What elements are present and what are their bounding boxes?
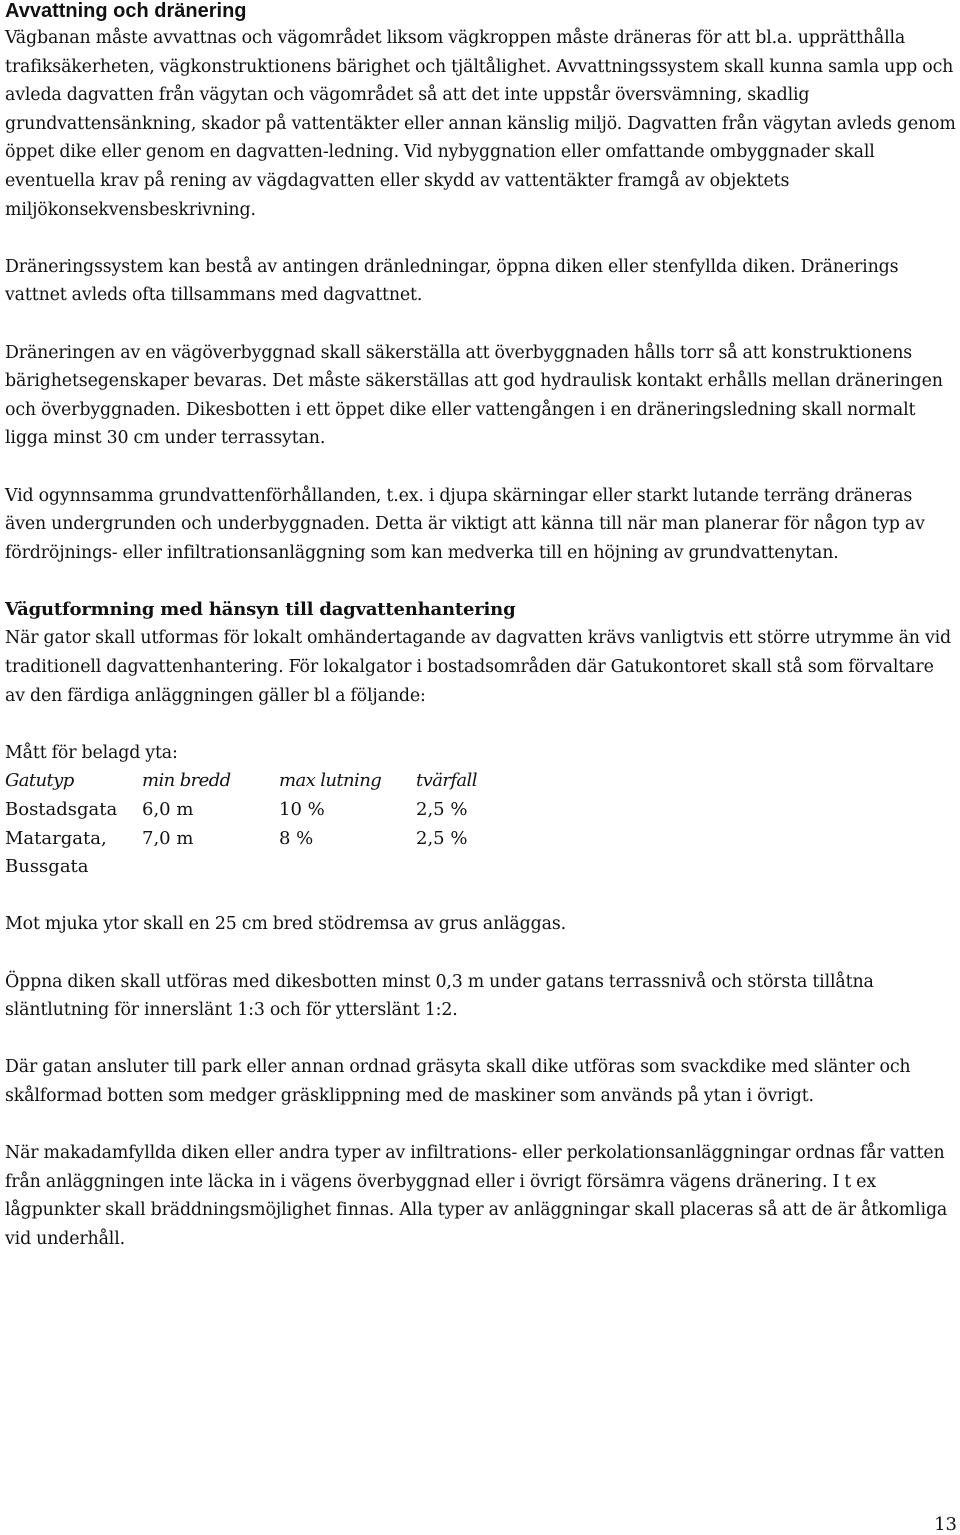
document-page (5, 0, 957, 1254)
cell-tvarfall: 2,5 % (416, 799, 468, 821)
cell-gatutyp: Matargata, Bussgata (5, 827, 107, 878)
page-number: 13 (934, 1514, 957, 1535)
cell-max-lutning: 10 % (279, 799, 325, 821)
header-gatutyp: Gatutyp (5, 770, 74, 792)
paragraph-svackdike: Där gatan ansluter till park eller annan ordnad gräsyta skall dike utföras som svackdike med slänter och skålformad botten som medger gräsklippning med de maskiner som används på ytan i övrigt. (5, 1057, 911, 1106)
paragraph-makadam: När makadamfyllda diken eller andra typer av infiltrations- eller perkolationsanläggningar ordnas får vatten från anläggningen inte läcka in i vägens överbyggnad eller i övrigt försämra vägens dränering. I t ex lågpunkter skall bräddningsmöjlighet finnas. Alla typer av anläggningar skall placeras så att de är åtkomliga vid underhåll. (5, 1143, 948, 1249)
cell-min-bredd: 6,0 m (142, 799, 194, 821)
header-max-lutning: max lutning (279, 770, 382, 792)
paragraph-draneringssystem: Dräneringssystem kan bestå av antingen dränledningar, öppna diken eller stenfyllda diken. Dränerings vattnet avleds ofta tillsammans med dagvattnet. (5, 256, 899, 306)
header-min-bredd: min bredd (142, 770, 231, 792)
paragraph-stodremsa: Mot mjuka ytor skall en 25 cm bred stödremsa av grus anläggas. (5, 914, 566, 935)
paragraph-draneringen: Dräneringen av en vägöverbyggnad skall säkerställa att överbyggnaden hålls torr så att konstruktionens bärighetsegenskaper bevaras. Det måste säkerställas att god hydraulisk kontakt erhålls mellan dräneringen och överbyggnaden. Dikesbotten i ett öppet dike eller vattengången i en dräneringsledning skall normalt ligga minst 30 cm under terrassytan. (5, 342, 943, 449)
header-tvarfall: tvärfall (416, 770, 477, 792)
dimensions-table (5, 767, 477, 881)
table-header-row (5, 767, 477, 796)
paragraph-avvattning: Vägbanan måste avvattnas och vägområdet liksom vägkroppen måste dräneras för att bl.a. upprätthålla trafiksäkerheten, vägkonstruktionens bärighet och tjältålighet. Avvattningssystem skall kunna samla upp och avleda dagvatten från vägytan och vägområdet så att det inte uppstår översvämning, skadlig grundvattensänkning, skador på vattentäkter eller annan känslig miljö. Dagvatten från vägytan avleds genom öppet dike eller genom en dagvatten-ledning. Vid nybyggnation eller omfattande ombyggnader skall eventuella krav på rening av vägdagvatten eller skydd av vattentäkter framgå av objektets miljökonsekvensbeskrivning. (5, 28, 956, 220)
paragraph-gator: När gator skall utformas för lokalt omhändertagande av dagvatten krävs vanligtvis ett större utrymme än vid traditionell dagvattenhantering. För lokalgator i bostadsområden där Gatukontoret skall stå som förvaltare av den färdiga anläggningen gäller bl a följande: (5, 628, 952, 706)
paragraph-oppna-diken: Öppna diken skall utföras med dikesbotten minst 0,3 m under gatans terrassnivå och största tillåtna släntlutning för innerslänt 1:3 och för ytterslänt 1:2. (5, 971, 874, 1021)
cell-gatutyp: Bostadsgata (5, 799, 118, 821)
cell-min-bredd: 7,0 m (142, 827, 194, 849)
table-row (5, 796, 477, 825)
section-heading-vagutformning: Vägutformning med hänsyn till dagvattenhantering (5, 598, 516, 620)
cell-max-lutning: 8 % (279, 827, 314, 849)
table-caption: Mått för belagd yta: (5, 742, 178, 763)
section-heading-avvattning: Avvattning och dränering (5, 0, 247, 22)
cell-tvarfall: 2,5 % (416, 827, 468, 849)
paragraph-grundvatten: Vid ogynnsamma grundvattenförhållanden, t.ex. i djupa skärningar eller starkt lutande terräng dräneras även undergrunden och underbyggnaden. Detta är viktigt att känna till när man planerar för någon typ av fördröjnings- eller infiltrationsanläggning som kan medverka till en höjning av grundvattenytan. (5, 485, 925, 563)
table-row (5, 825, 477, 882)
